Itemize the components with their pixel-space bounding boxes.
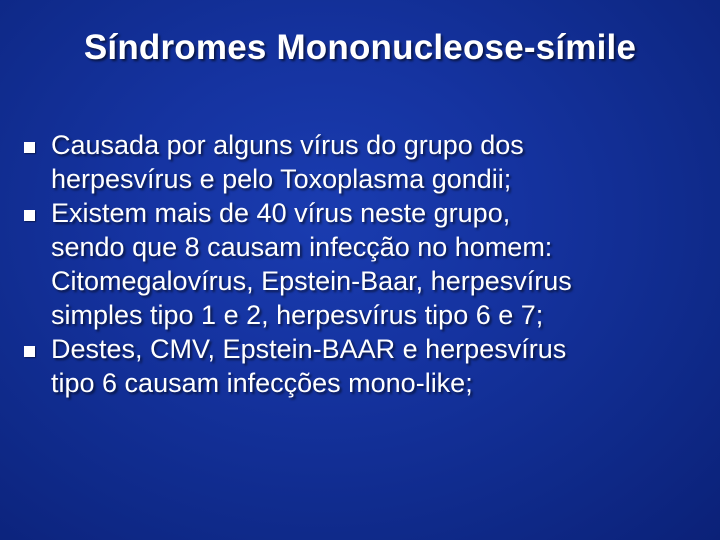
bullet-item-2 <box>22 196 702 332</box>
bullet-line: herpesvírus e pelo Toxoplasma gondii; <box>51 164 512 194</box>
bullet-line: Citomegalovírus, Epstein-Baar, herpesvírus <box>51 266 572 296</box>
bullet-line: sendo que 8 causam infecção no homem: <box>51 232 553 262</box>
bullet-line: simples tipo 1 e 2, herpesvírus tipo 6 e 7; <box>51 300 544 330</box>
bullet-item-3 <box>22 332 702 400</box>
square-bullet-icon <box>24 142 35 153</box>
slide-title: Síndromes Mononucleose-símile <box>83 28 637 67</box>
square-bullet-icon <box>24 210 35 221</box>
square-bullet-icon <box>24 346 35 357</box>
bullet-line: Destes, CMV, Epstein-BAAR e herpesvírus <box>51 334 567 364</box>
bullet-line: Causada por alguns vírus do grupo dos <box>51 130 524 160</box>
bullet-line: Existem mais de 40 vírus neste grupo, <box>51 198 511 228</box>
bullet-item-1 <box>22 128 702 196</box>
bullet-list <box>22 128 702 400</box>
bullet-line: tipo 6 causam infecções mono-like; <box>51 368 473 398</box>
